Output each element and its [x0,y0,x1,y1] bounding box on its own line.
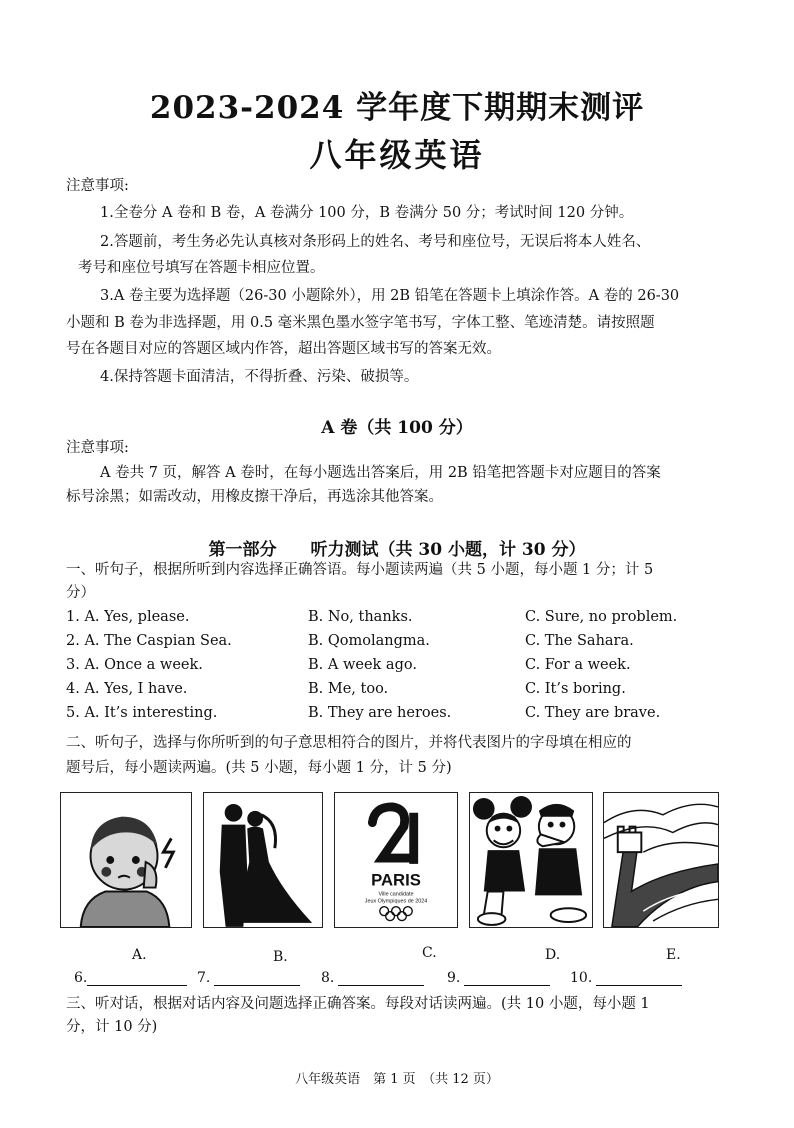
q3-instructions-line-1: 三、听对话，根据对话内容及问题选择正确答案。每段对话读两遍。(共 10 小题，每小题 1 [66,996,650,1012]
q2-option-b: B. Qomolangma. [308,633,430,649]
section-a-notice-label: 注意事项: [66,440,129,456]
notice-item-3: 3.A 卷主要为选择题（26-30 小题除外），用 2B 铅笔在答题卡上填涂作答。A 卷的 26-30 [100,288,680,304]
blank-number-7: 7. [197,970,211,986]
great-wall-icon [604,793,718,927]
notice-item-3-cont1: 小题和 B 卷为非选择题，用 0.5 毫米黑色墨水签字笔书写，字体工整、笔迹清楚。请按照题 [66,315,655,331]
q2-option-c: C. The Sahara. [525,633,634,649]
exam-title: 2023-2024 学年度下期期末测评 [149,90,645,126]
q1-instructions-line-2: 分） [66,585,95,601]
notice-item-3-cont2: 号在各题目对应的答题区域内作答，超出答题区域书写的答案无效。 [66,341,501,357]
paris-caption-2: Jeux Olympiques de 2024 [364,898,428,905]
picture-e-great-wall [603,792,719,928]
section-a-notice-line-1: A 卷共 7 页，解答 A 卷时，在每小题选出答案后，用 2B 铅笔把答题卡对应题目的答案 [100,465,661,481]
blank-number-9: 9. [447,970,461,986]
picture-a-sick-boy [60,792,192,928]
answer-blank-8[interactable] [321,970,424,986]
blank-line-7[interactable] [214,971,300,986]
q1-instructions-line-1: 一、听句子，根据所听到内容选择正确答语。每小题读两遍（共 5 小题，每小题 1 分；计 5 [66,562,654,578]
answer-blank-6[interactable] [74,970,187,986]
blank-number-6: 6. [74,970,88,986]
q2-instructions-line-2: 题号后，每小题读两遍。(共 5 小题，每小题 1 分，计 5 分) [66,760,452,776]
picture-d-cartoon-characters [469,792,593,928]
part-1-title: 第一部分 听力测试（共 30 小题，计 30 分） [208,540,586,560]
q2-option-a: 2. A. The Caspian Sea. [66,633,232,649]
notice-item-2-cont: 考号和座位号填写在答题卡相应位置。 [78,260,325,276]
page-footer: 八年级英语 第 1 页 （共 12 页） [295,1072,499,1087]
notice-item-2: 2.答题前，考生务必先认真核对条形码上的姓名、考号和座位号，无误后将本人姓名、 [100,234,651,250]
q5-option-a: 5. A. It’s interesting. [66,705,218,721]
picture-letter-b: B. [273,949,288,965]
picture-b-wedding [203,792,323,928]
q5-option-b: B. They are heroes. [308,705,452,721]
blank-line-10[interactable] [596,971,682,986]
blank-number-8: 8. [321,970,335,986]
q4-option-c: C. It’s boring. [525,681,626,697]
q3-option-c: C. For a week. [525,657,631,673]
q4-option-a: 4. A. Yes, I have. [66,681,188,697]
exam-subtitle: 八年级英语 [309,136,485,174]
notice-label: 注意事项: [66,178,129,194]
picture-letter-a: A. [132,947,147,963]
section-a-notice-line-2: 标号涂黑；如需改动，用橡皮擦干净后，再选涂其他答案。 [66,489,443,505]
q5-option-c: C. They are brave. [525,705,661,721]
q1-option-c: C. Sure, no problem. [525,609,678,625]
blank-line-9[interactable] [464,971,550,986]
blank-number-10: 10. [570,970,593,986]
q3-option-a: 3. A. Once a week. [66,657,203,673]
picture-letter-d: D. [545,947,561,963]
sick-boy-icon [61,793,191,927]
q3-option-b: B. A week ago. [308,657,417,673]
paris-2024-logo-icon [335,793,457,927]
blank-line-8[interactable] [338,971,424,986]
answer-blank-7[interactable] [197,970,300,986]
blank-line-6[interactable] [87,971,187,986]
picture-letter-e: E. [666,947,681,963]
answer-blank-9[interactable] [447,970,550,986]
paris-text: PARIS [371,870,421,890]
wedding-couple-icon [204,793,322,927]
answer-blank-10[interactable] [570,970,682,986]
q4-option-b: B. Me, too. [308,681,389,697]
cartoon-mouse-duck-icon [470,793,592,927]
notice-item-1: 1.全卷分 A 卷和 B 卷，A 卷满分 100 分，B 卷满分 50 分；考试时间 120 分钟。 [100,205,634,221]
paris-caption-1: Ville candidate [378,891,414,898]
picture-c-paris-logo [334,792,458,928]
q1-option-b: B. No, thanks. [308,609,413,625]
notice-item-4: 4.保持答题卡面清洁，不得折叠、污染、破损等。 [100,369,419,385]
section-a-title: A 卷（共 100 分） [321,418,473,438]
q1-option-a: 1. A. Yes, please. [66,609,190,625]
picture-letter-c: C. [422,945,437,961]
q2-instructions-line-1: 二、听句子，选择与你所听到的句子意思相符合的图片，并将代表图片的字母填在相应的 [66,735,632,751]
q3-instructions-line-2: 分，计 10 分) [66,1019,158,1035]
